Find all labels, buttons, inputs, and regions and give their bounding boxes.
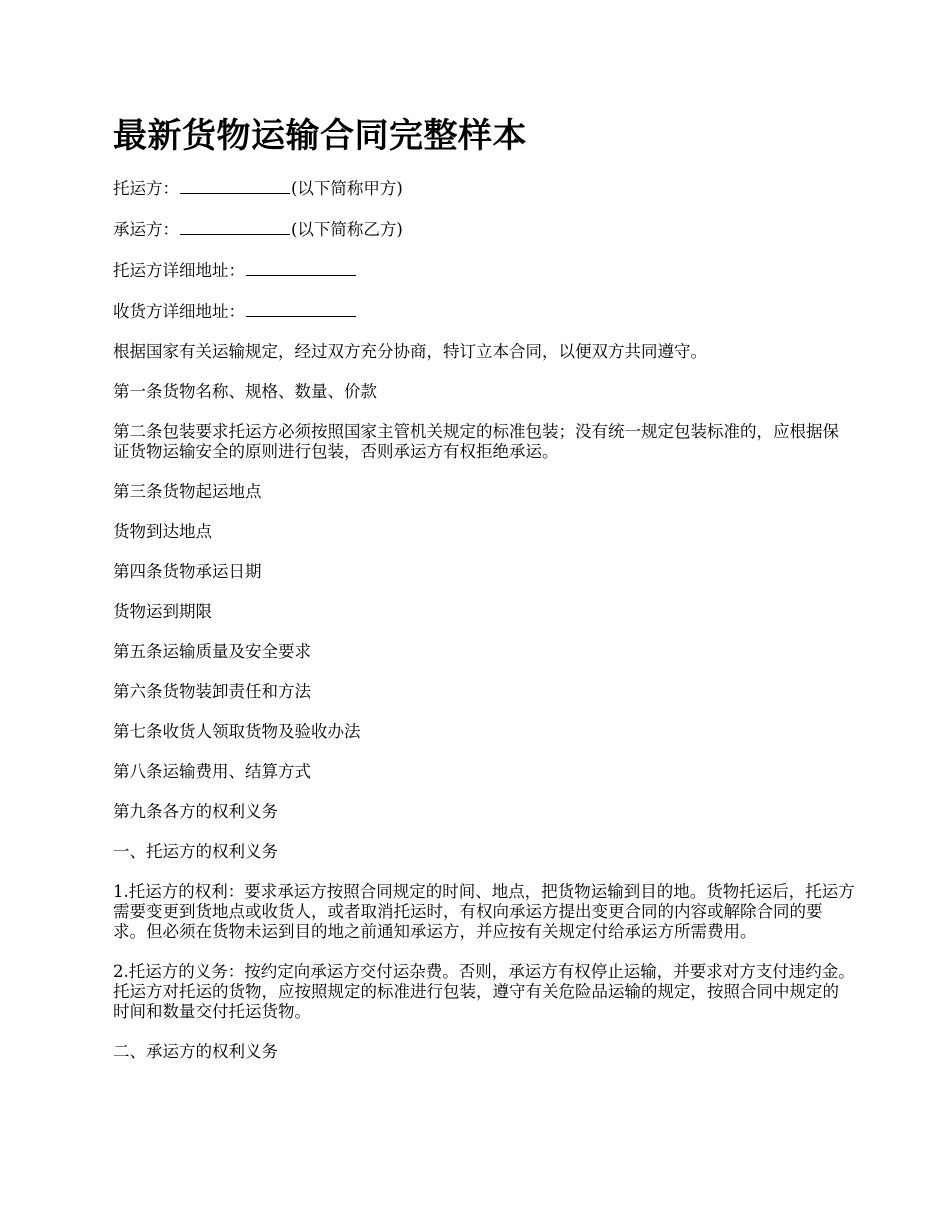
paragraph: 2.托运方的义务：按约定向承运方交付运杂费。否则，承运方有权停止运输，并要求对方支付违约金。托运方对托运的货物，应按照规定的标准进行包装，遵守有关危险品运输的规定，按照合同中规定的时间和数量交付托运货物。 <box>113 962 855 1021</box>
blank-line <box>180 178 290 194</box>
document-title: 最新货物运输合同完整样本 <box>113 116 527 156</box>
field-suffix: (以下简称乙方) <box>291 220 403 239</box>
paragraph: 1.托运方的权利：要求承运方按照合同规定的时间、地点，把货物运输到目的地。货物托运后，托运方需要变更到货地点或收货人，或者取消托运时，有权向承运方提出变更合同的内容或解除合同的要求。但必须在货物未运到目的地之前通知承运方，并应按有关规定付给承运方所需费用。 <box>113 882 855 941</box>
field-shipper <box>113 178 855 199</box>
paragraph: 第六条货物装卸责任和方法 <box>113 682 311 701</box>
paragraph: 二、承运方的权利义务 <box>113 1042 278 1061</box>
field-suffix: (以下简称甲方) <box>291 179 403 198</box>
field-label: 托运方： <box>113 179 179 198</box>
paragraph: 第九条各方的权利义务 <box>113 802 278 821</box>
paragraph: 第七条收货人领取货物及验收办法 <box>113 722 361 741</box>
paragraph: 第四条货物承运日期 <box>113 562 262 581</box>
blank-line <box>180 219 290 235</box>
paragraph: 第二条包装要求托运方必须按照国家主管机关规定的标准包装；没有统一规定包装标准的，应根据保证货物运输安全的原则进行包装，否则承运方有权拒绝承运。 <box>113 422 839 461</box>
blank-line <box>246 301 356 317</box>
paragraph: 第一条货物名称、规格、数量、价款 <box>113 382 377 401</box>
document-page <box>113 112 855 1082</box>
field-consignee-address <box>113 301 855 322</box>
paragraph: 货物运到期限 <box>113 602 212 621</box>
paragraph: 第三条货物起运地点 <box>113 482 262 501</box>
paragraph: 货物到达地点 <box>113 522 212 541</box>
paragraph: 一、托运方的权利义务 <box>113 842 278 861</box>
field-label: 托运方详细地址： <box>113 261 245 280</box>
field-shipper-address <box>113 260 855 281</box>
paragraph: 根据国家有关运输规定，经过双方充分协商，特订立本合同，以便双方共同遵守。 <box>113 342 707 361</box>
paragraph: 第八条运输费用、结算方式 <box>113 762 311 781</box>
paragraph: 第五条运输质量及安全要求 <box>113 642 311 661</box>
field-carrier <box>113 219 855 240</box>
field-label: 承运方： <box>113 220 179 239</box>
blank-line <box>246 260 356 276</box>
field-label: 收货方详细地址： <box>113 302 245 321</box>
